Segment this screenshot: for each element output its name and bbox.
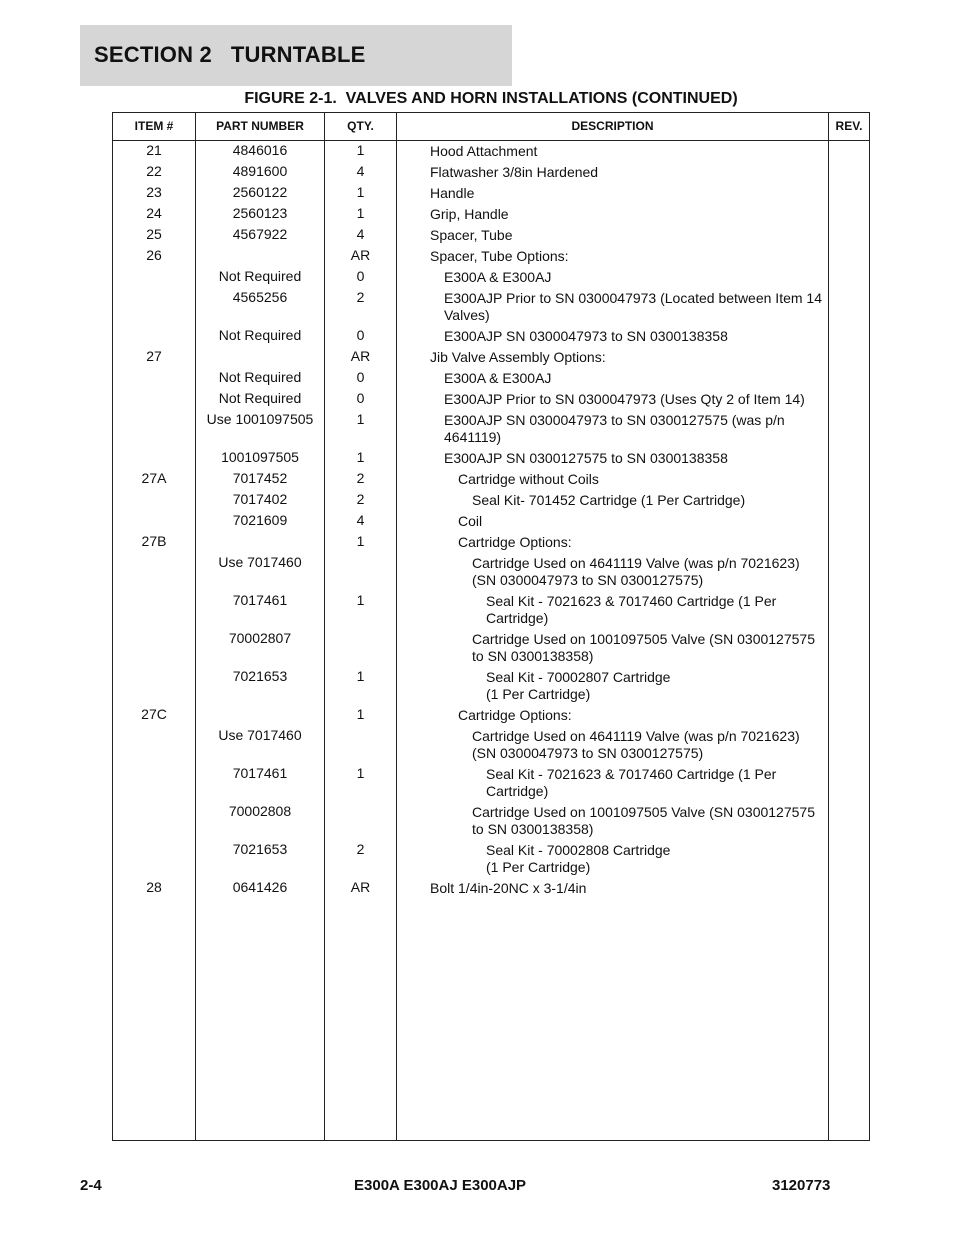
part-number-cell: 70002808 — [228, 803, 292, 819]
table-row — [113, 591, 869, 629]
description-cell: E300AJP SN 0300047973 to SN 0300138358 — [444, 328, 728, 344]
header-description: DESCRIPTION — [571, 119, 654, 133]
part-number-cell: Use 1001097505 — [206, 411, 314, 427]
part-number-cell: 7017461 — [232, 592, 288, 608]
part-number-cell: 2560122 — [232, 184, 288, 200]
description-cell: E300AJP SN 0300047973 to SN 0300127575 (was p/n 4641119) — [444, 412, 785, 445]
section-title: SECTION 2 TURNTABLE — [94, 42, 366, 67]
table-row — [113, 246, 869, 267]
qty-cell: 2 — [356, 289, 365, 305]
part-number-cell: 4567922 — [232, 226, 288, 242]
page-number: 2-4 — [80, 1177, 102, 1194]
table-body — [113, 141, 869, 899]
description-cell: Spacer, Tube Options: — [430, 248, 569, 264]
table-row — [113, 667, 869, 705]
part-number-cell: Use 7017460 — [218, 727, 302, 743]
item-number-cell: 27C — [141, 706, 167, 722]
table-row — [113, 326, 869, 347]
table-row — [113, 490, 869, 511]
qty-cell: AR — [350, 247, 371, 263]
description-cell: E300A & E300AJ — [444, 269, 552, 285]
part-number-cell: Not Required — [218, 390, 302, 406]
table-row — [113, 764, 869, 802]
table-row — [113, 410, 869, 448]
qty-cell: 1 — [356, 533, 365, 549]
description-cell: Coil — [458, 513, 483, 529]
qty-cell: 1 — [356, 411, 365, 427]
table-row — [113, 469, 869, 490]
header-rev: REV. — [835, 119, 863, 133]
qty-cell: 4 — [356, 512, 365, 528]
description-cell: Cartridge Options: — [458, 534, 572, 550]
part-number-cell: 7017461 — [232, 765, 288, 781]
table-row — [113, 288, 869, 326]
part-number-cell: 0641426 — [232, 879, 288, 895]
item-number-cell: 27B — [141, 533, 167, 549]
part-number-cell: 70002807 — [228, 630, 292, 646]
qty-cell: 0 — [356, 268, 365, 284]
table-row — [113, 802, 869, 840]
item-number-cell: 23 — [146, 184, 162, 200]
item-number-cell: 28 — [146, 879, 162, 895]
table-row — [113, 705, 869, 726]
table-row — [113, 532, 869, 553]
part-number-cell: Not Required — [218, 268, 302, 284]
qty-cell: 0 — [356, 390, 365, 406]
table-row — [113, 347, 869, 368]
table-row — [113, 840, 869, 878]
qty-cell: 1 — [356, 765, 365, 781]
qty-cell: 2 — [356, 491, 365, 507]
qty-cell: 1 — [356, 449, 365, 465]
description-cell: Cartridge Used on 4641119 Valve (was p/n 7021623) (SN 0300047973 to SN 0300127575) — [472, 555, 800, 588]
part-number-cell: 1001097505 — [221, 449, 299, 465]
table-row — [113, 553, 869, 591]
header-part-number: PART NUMBER — [216, 119, 304, 133]
table-row — [113, 267, 869, 288]
description-cell: Flatwasher 3/8in Hardened — [430, 164, 599, 180]
table-row — [113, 183, 869, 204]
description-cell: Seal Kit- 701452 Cartridge (1 Per Cartridge) — [472, 492, 746, 508]
description-cell: Cartridge Used on 1001097505 Valve (SN 0300127575 to SN 0300138358) — [472, 631, 815, 664]
description-cell: Seal Kit - 7021623 & 7017460 Cartridge (1 Per Cartridge) — [486, 593, 777, 626]
description-cell: Seal Kit - 7021623 & 7017460 Cartridge (1 Per Cartridge) — [486, 766, 777, 799]
description-cell: Spacer, Tube — [430, 227, 513, 243]
qty-cell: 4 — [356, 163, 365, 179]
qty-cell: 1 — [356, 668, 365, 684]
qty-cell: 0 — [356, 327, 365, 343]
qty-cell: AR — [350, 348, 371, 364]
qty-cell: 2 — [356, 470, 365, 486]
table-row — [113, 511, 869, 532]
qty-cell: 2 — [356, 841, 365, 857]
part-number-cell: 4846016 — [232, 142, 288, 158]
description-cell: E300AJP SN 0300127575 to SN 0300138358 — [444, 450, 728, 466]
description-cell: E300A & E300AJ — [444, 370, 552, 386]
header-item: ITEM # — [134, 119, 174, 133]
qty-cell: 1 — [356, 205, 365, 221]
part-number-cell: 7021609 — [232, 512, 288, 528]
item-number-cell: 24 — [146, 205, 162, 221]
qty-cell: AR — [350, 879, 371, 895]
qty-cell: 4 — [356, 226, 365, 242]
item-number-cell: 21 — [146, 142, 162, 158]
table-row — [113, 141, 869, 162]
item-number-cell: 22 — [146, 163, 162, 179]
part-number-cell: 7021653 — [232, 841, 288, 857]
table-row — [113, 162, 869, 183]
part-number-cell: 7017452 — [232, 470, 288, 486]
part-number-cell: 7017402 — [232, 491, 288, 507]
section-banner — [80, 25, 512, 86]
description-cell: Seal Kit - 70002808 Cartridge (1 Per Cartridge) — [486, 842, 671, 875]
parts-table — [112, 112, 870, 1141]
figure-title: FIGURE 2-1. VALVES AND HORN INSTALLATIONS (CONTINUED) — [244, 90, 738, 107]
table-row — [113, 225, 869, 246]
description-cell: Grip, Handle — [430, 206, 509, 222]
qty-cell: 1 — [356, 706, 365, 722]
table-row — [113, 204, 869, 225]
item-number-cell: 25 — [146, 226, 162, 242]
description-cell: Jib Valve Assembly Options: — [430, 349, 606, 365]
table-row — [113, 368, 869, 389]
part-number-cell: Use 7017460 — [218, 554, 302, 570]
qty-cell: 1 — [356, 142, 365, 158]
description-cell: E300AJP Prior to SN 0300047973 (Located between Item 14 Valves) — [444, 290, 822, 323]
description-cell: Handle — [430, 185, 475, 201]
document-number: 3120773 — [772, 1177, 831, 1194]
description-cell: Hood Attachment — [430, 143, 538, 159]
qty-cell: 1 — [356, 592, 365, 608]
table-row — [113, 726, 869, 764]
item-number-cell: 27 — [146, 348, 162, 364]
description-cell: Cartridge Used on 4641119 Valve (was p/n 7021623) (SN 0300047973 to SN 0300127575) — [472, 728, 800, 761]
description-cell: Cartridge Options: — [458, 707, 572, 723]
table-row — [113, 389, 869, 410]
part-number-cell: 4891600 — [232, 163, 288, 179]
part-number-cell: 2560123 — [232, 205, 288, 221]
table-row — [113, 878, 869, 899]
description-cell: Cartridge Used on 1001097505 Valve (SN 0300127575 to SN 0300138358) — [472, 804, 815, 837]
part-number-cell: 7021653 — [232, 668, 288, 684]
part-number-cell: Not Required — [218, 369, 302, 385]
qty-cell: 0 — [356, 369, 365, 385]
model-list: E300A E300AJ E300AJP — [354, 1177, 527, 1194]
item-number-cell: 26 — [146, 247, 162, 263]
description-cell: E300AJP Prior to SN 0300047973 (Uses Qty 2 of Item 14) — [444, 391, 805, 407]
description-cell: Cartridge without Coils — [458, 471, 599, 487]
table-row — [113, 448, 869, 469]
description-cell: Seal Kit - 70002807 Cartridge (1 Per Cartridge) — [486, 669, 671, 702]
qty-cell: 1 — [356, 184, 365, 200]
header-qty: QTY. — [347, 119, 374, 133]
description-cell: Bolt 1/4in-20NC x 3-1/4in — [430, 880, 587, 896]
part-number-cell: 4565256 — [232, 289, 288, 305]
part-number-cell: Not Required — [218, 327, 302, 343]
table-row — [113, 629, 869, 667]
item-number-cell: 27A — [141, 470, 167, 486]
